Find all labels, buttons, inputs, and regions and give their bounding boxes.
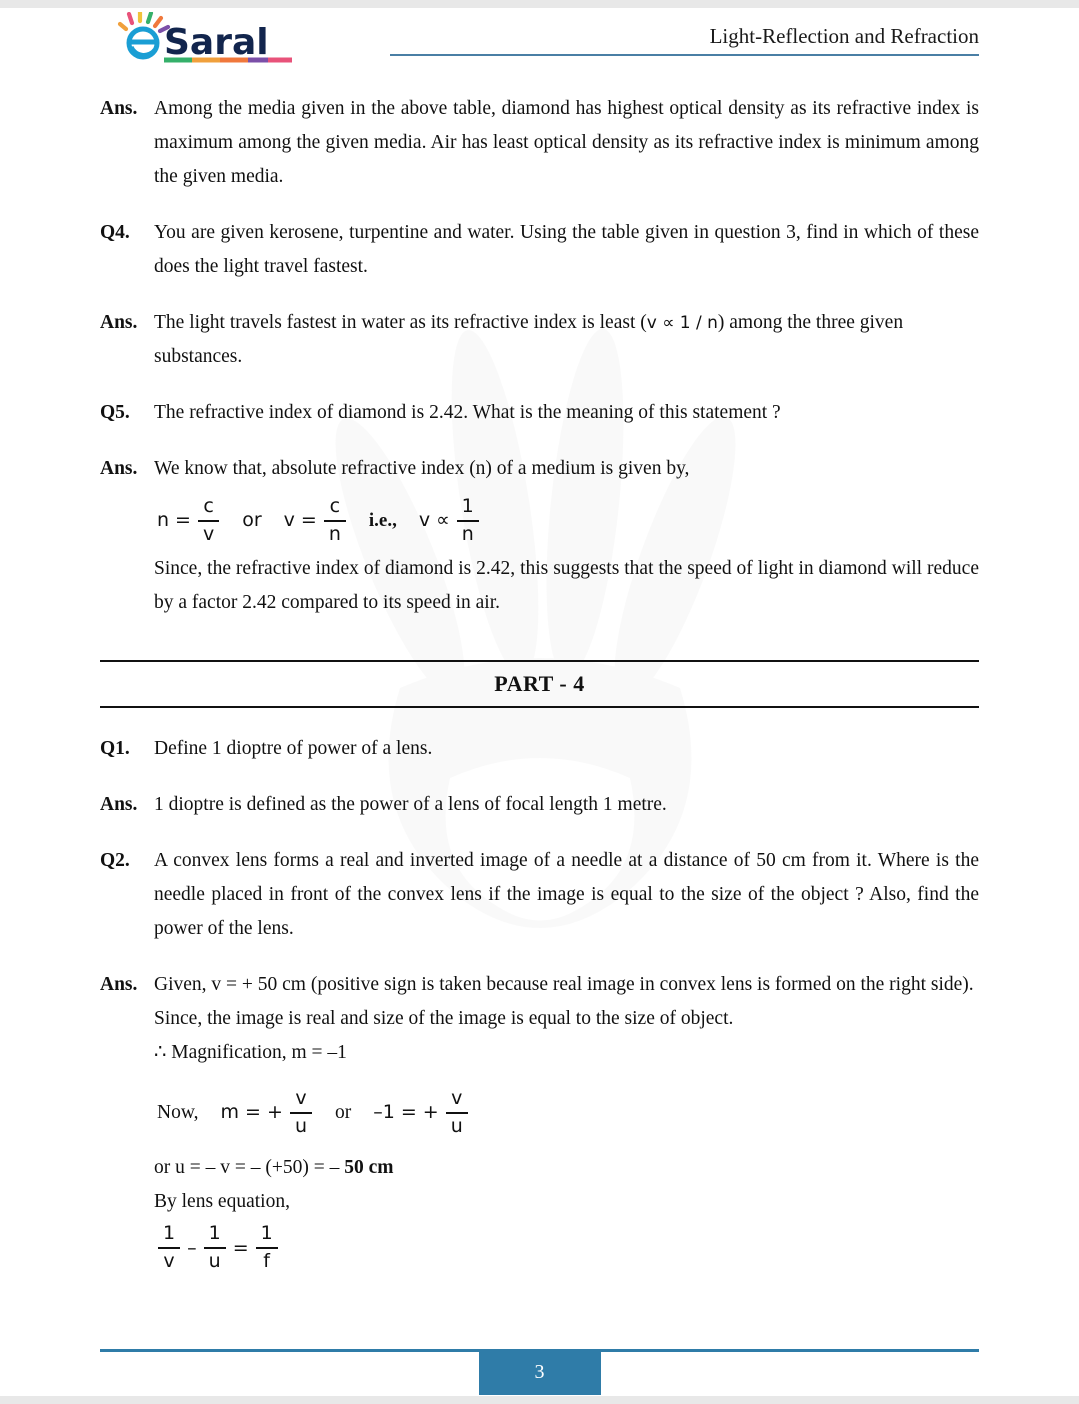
formula-equals: =	[232, 1236, 249, 1259]
page-content	[0, 8, 1079, 1279]
formula-equals-plus-2: = +	[400, 1101, 439, 1124]
answer-q5-intro: We know that, absolute refractive index (n) of a medium is given by,	[154, 458, 690, 479]
esaral-logo	[116, 12, 296, 64]
fraction-1-over-f	[256, 1223, 278, 1273]
answer-q4-block	[100, 306, 979, 374]
part4-answer-q2-block	[100, 968, 979, 1279]
fraction-numerator: v	[451, 1086, 463, 1109]
answer-label: Ans.	[100, 98, 138, 119]
part4-answer-q2-body	[154, 968, 979, 1279]
answer-label: Ans.	[100, 973, 138, 995]
part4-question-q1-block	[100, 732, 979, 766]
formula-equals-plus: = +	[245, 1101, 283, 1124]
answer-u-value-plain: or u = – v = – (+50) = –	[154, 1157, 345, 1179]
answer-q5-body	[154, 452, 979, 620]
document-page	[0, 8, 1079, 1396]
fraction-v-over-u-2	[446, 1088, 468, 1138]
formula-v-2: v	[418, 509, 431, 532]
formula-or-1: or	[242, 509, 262, 532]
part-divider	[100, 660, 979, 708]
formula-v: v	[283, 509, 295, 532]
part4-question-q1-text: Define 1 dioptre of power of a lens.	[154, 737, 433, 759]
fraction-1-over-v	[158, 1223, 180, 1273]
question-label: Q1.	[100, 737, 130, 759]
fraction-denominator: v	[202, 522, 215, 545]
answer-since-line: Since, the image is real and size of the image is equal to the size of object.	[154, 1007, 734, 1029]
fraction-bar	[446, 1112, 468, 1114]
fraction-denominator: f	[263, 1250, 270, 1273]
fraction-1-over-n	[457, 496, 479, 546]
fraction-numerator: 1	[208, 1222, 221, 1245]
part4-question-q2-text: A convex lens forms a real and inverted image of a needle at a distance of 50 cm from it. Where is the needle placed in front of the convex lens if the image is equal to the size of the object ? Also, find the power of the lens.	[154, 849, 979, 939]
part4-answer-q1-block	[100, 788, 979, 822]
question-q4-text: You are given kerosene, turpentine and water. Using the table given in question 3, find in which of these does the light travel fastest.	[154, 222, 979, 277]
svg-text:Saral: Saral	[164, 22, 269, 63]
answer-q4-text-after: ) among the three given substances.	[154, 312, 904, 367]
formula-minus-one: –1	[373, 1101, 395, 1124]
fraction-numerator: 1	[163, 1222, 176, 1245]
fraction-denominator: u	[294, 1114, 307, 1137]
esaral-logo-mark	[116, 12, 296, 64]
fraction-numerator: v	[295, 1086, 307, 1109]
answer-q5-conclusion: Since, the refractive index of diamond is 2.42, this suggests that the speed of light in diamond will reduce by a factor 2.42 compared to its speed in air.	[154, 557, 979, 613]
part4-answer-q1-text: 1 dioptre is defined as the power of a lens of focal length 1 metre.	[154, 793, 667, 815]
answer-label: Ans.	[100, 458, 138, 479]
answer-u-value-line	[154, 1151, 979, 1185]
answer-q3-text: Among the media given in the above table, diamond has highest optical density as its refractive index is maximum among the given media. Air has least optical density as its refractive index is minimum among the given media.	[154, 98, 979, 187]
part-title: PART - 4	[494, 670, 585, 696]
question-q5-text: The refractive index of diamond is 2.42. What is the meaning of this statement ?	[154, 402, 781, 423]
fraction-bar	[290, 1112, 312, 1114]
answer-given-line: Given, v = + 50 cm (positive sign is taken because real image in convex lens is formed on the right side).	[154, 973, 974, 995]
fraction-numerator: c	[329, 495, 341, 517]
answer-q4-text	[154, 306, 979, 374]
fraction-denominator: u	[208, 1250, 221, 1273]
formula-equals-2: =	[300, 509, 317, 532]
formula-lens-equation	[154, 1223, 979, 1273]
formula-equals-1: =	[175, 509, 191, 532]
page-number-badge: 3	[479, 1349, 601, 1395]
page-header	[100, 8, 979, 70]
fraction-c-over-n	[324, 496, 346, 546]
fraction-bar	[198, 520, 219, 522]
question-label: Q4.	[100, 222, 130, 243]
question-q5-block	[100, 396, 979, 430]
fraction-bar	[204, 1247, 226, 1249]
fraction-denominator: n	[461, 522, 474, 545]
formula-n: n	[157, 509, 170, 532]
inline-formula-v-prop-1-over-n: v ∝ 1 / n	[646, 313, 718, 333]
fraction-denominator: n	[328, 522, 341, 545]
answer-magnification-line: ∴ Magnification, m = –1	[154, 1041, 347, 1063]
formula-m: m	[220, 1101, 240, 1124]
document-title: Light-Reflection and Refraction	[709, 24, 979, 48]
page-footer	[100, 1349, 979, 1383]
fraction-c-over-v	[198, 496, 219, 546]
part4-question-q2-block	[100, 844, 979, 946]
header-rule	[390, 54, 979, 56]
answer-lens-equation-label: By lens equation,	[154, 1191, 290, 1213]
fraction-bar	[158, 1247, 180, 1249]
formula-proportional: ∝	[436, 509, 450, 532]
fraction-v-over-u-1	[290, 1088, 312, 1138]
formula-minus: –	[187, 1236, 197, 1259]
formula-refractive-index	[154, 496, 979, 546]
fraction-bar	[256, 1247, 278, 1249]
answer-q3-block	[100, 92, 979, 194]
formula-ie: i.e.,	[368, 510, 397, 532]
question-q4-block	[100, 216, 979, 284]
answer-q5-block	[100, 452, 979, 620]
question-label: Q2.	[100, 849, 130, 871]
fraction-bar	[324, 520, 346, 522]
fraction-numerator: c	[203, 495, 214, 517]
answer-u-value-bold: 50 cm	[344, 1157, 394, 1179]
formula-or-2: or	[334, 1101, 352, 1123]
question-label: Q5.	[100, 402, 130, 423]
formula-magnification	[154, 1088, 979, 1138]
part-rule-bottom	[100, 706, 979, 708]
fraction-1-over-u	[204, 1223, 226, 1273]
formula-now-label: Now,	[157, 1101, 199, 1123]
fraction-denominator: v	[163, 1250, 175, 1273]
fraction-numerator: 1	[461, 495, 474, 517]
fraction-numerator: 1	[260, 1222, 273, 1245]
fraction-bar	[457, 520, 479, 522]
answer-label: Ans.	[100, 793, 138, 815]
fraction-denominator: u	[450, 1114, 463, 1137]
answer-q4-text-before: The light travels fastest in water as its refractive index is least (	[154, 312, 647, 333]
answer-label: Ans.	[100, 312, 138, 333]
